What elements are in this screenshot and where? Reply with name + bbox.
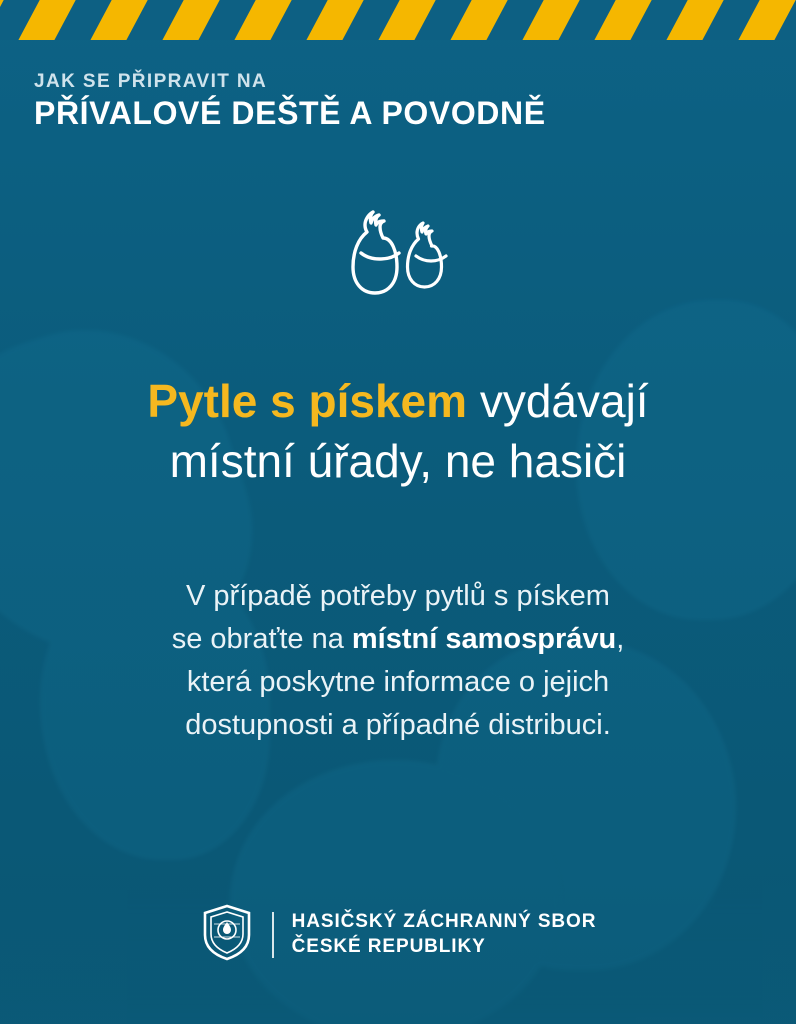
hazard-stripe [765,0,796,40]
hazard-tape [0,0,796,40]
hazard-stripe [189,0,263,40]
hazard-stripe [0,0,47,40]
statement-rest: vydávají [467,375,649,427]
icon-container [0,208,796,333]
header-kicker: JAK SE PŘIPRAVIT NA [34,71,268,92]
body-line-4: dostupnosti a případné distribuci. [185,708,611,741]
hazard-stripe [261,0,335,40]
hazard-stripe [693,0,767,40]
main-statement [60,372,736,492]
organization-name [292,910,597,959]
body-line-2 [110,618,686,661]
statement-line-1 [60,372,736,432]
hazard-stripe [117,0,191,40]
body-line-2-after: , [616,622,625,655]
fire-rescue-emblem-icon [200,903,254,966]
body-copy [110,575,686,747]
organization-line-1: HASIČSKÝ ZÁCHRANNÝ SBOR [291,910,597,932]
hazard-stripe [549,0,623,40]
organization-line-2: ČESKÉ REPUBLIKY [291,935,486,957]
statement-line-2: místní úřady, ne hasiči [169,434,627,487]
body-line-2-bold: místní samosprávu [351,622,617,655]
hazard-stripe [621,0,695,40]
hazard-stripe [405,0,479,40]
hazard-stripe [333,0,407,40]
footer-divider [272,912,274,958]
hazard-stripe [477,0,551,40]
body-line-3: která poskytne informace o jejich [186,665,610,698]
body-line-1: V případě potřeby pytlů s pískem [186,580,610,612]
statement-highlight: Pytle s pískem [147,375,468,427]
hazard-stripe [45,0,119,40]
sandbags-icon [328,208,468,333]
header [34,72,762,130]
page-title: PŘÍVALOVÉ DEŠTĚ A POVODNĚ [34,94,546,131]
footer [0,903,796,966]
body-line-2-before: se obraťte na [171,622,352,655]
